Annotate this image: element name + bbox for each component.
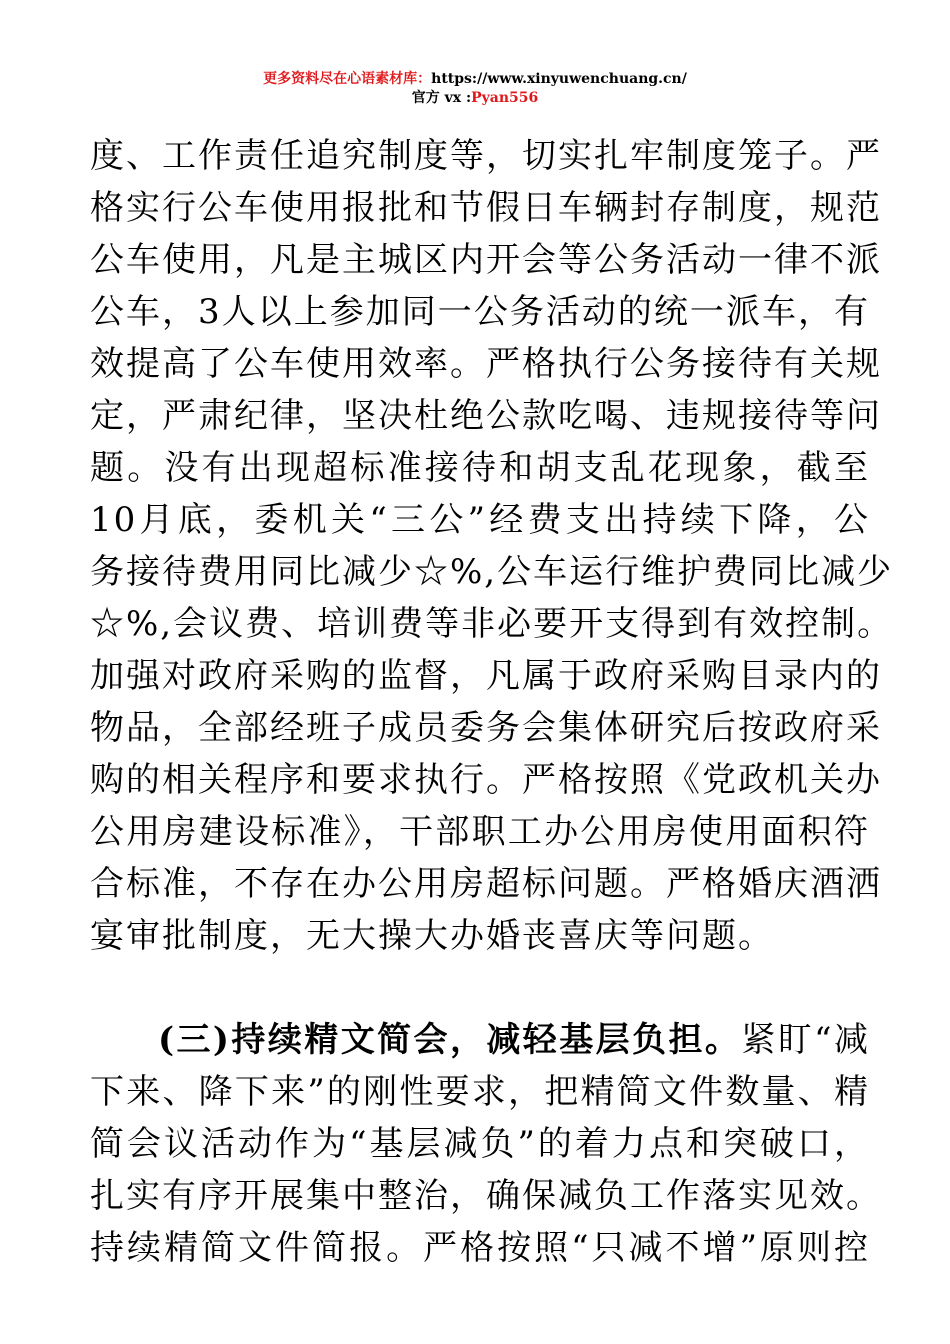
text-line: 效提高了公车使用效率。严格执行公务接待有关规 [90,344,882,384]
text-line: 扎实有序开展集中整治，确保减负工作落实见效。 [90,1176,882,1216]
header-line-1 [0,70,950,89]
header-wechat-label: 官方 vx : [411,90,472,106]
text-line: 题。没有出现超标准接待和胡支乱花现象，截至 [90,448,870,488]
paragraph-gap [90,962,870,1014]
text-line: 公车，3人以上参加同一公务活动的统一派车，有 [90,292,870,332]
text-line: 公车使用，凡是主城区内开会等公务活动一律不派 [90,240,882,280]
header-source-url[interactable]: https://www.xinyuwenchuang.cn/ [431,71,687,87]
text-line: ☆%,会议费、培训费等非必要开支得到有效控制。 [90,604,894,644]
document-body [90,130,894,1274]
header-wechat-id: Pyan556 [471,90,539,106]
text-line: 简会议活动作为“基层减负”的着力点和突破口， [90,1124,870,1164]
header-source-label: 更多资料尽在心语素材库： [263,71,432,87]
text-line: 加强对政府采购的监督，凡属于政府采购目录内的 [90,656,882,696]
text-line: 宴审批制度，无大操大办婚丧喜庆等问题。 [90,916,774,956]
text-line: 务接待费用同比减少☆%,公车运行维护费同比减少 [90,552,894,592]
text-line: 公用房建设标准》，干部职工办公用房使用面积符 [90,812,870,852]
text-line: 购的相关程序和要求执行。严格按照《党政机关办 [90,760,882,800]
page-header [0,70,950,108]
text-line-first [90,1014,870,1066]
text-line: 格实行公车使用报批和节假日车辆封存制度，规范 [90,188,882,228]
text-line: 下来、降下来”的刚性要求，把精简文件数量、精 [90,1072,870,1112]
paragraph-1 [90,130,894,962]
text-line: 持续精简文件简报。严格按照“只减不增”原则控 [90,1228,870,1268]
heading-continuation: 紧盯“减 [741,1020,870,1060]
text-line: 度、工作责任追究制度等，切实扎牢制度笼子。严 [90,136,882,176]
paragraph-2 [90,1014,882,1274]
section-heading: (三)持续精文简会，减轻基层负担。 [158,1020,742,1060]
text-line: 合标准，不存在办公用房超标问题。严格婚庆酒洒 [90,864,882,904]
text-line: 10月底，委机关“三公”经费支出持续下降，公 [90,500,870,540]
text-line: 定，严肃纪律，坚决杜绝公款吃喝、违规接待等问 [90,396,882,436]
header-line-2 [0,89,950,108]
text-line: 物品，全部经班子成员委务会集体研究后按政府采 [90,708,882,748]
